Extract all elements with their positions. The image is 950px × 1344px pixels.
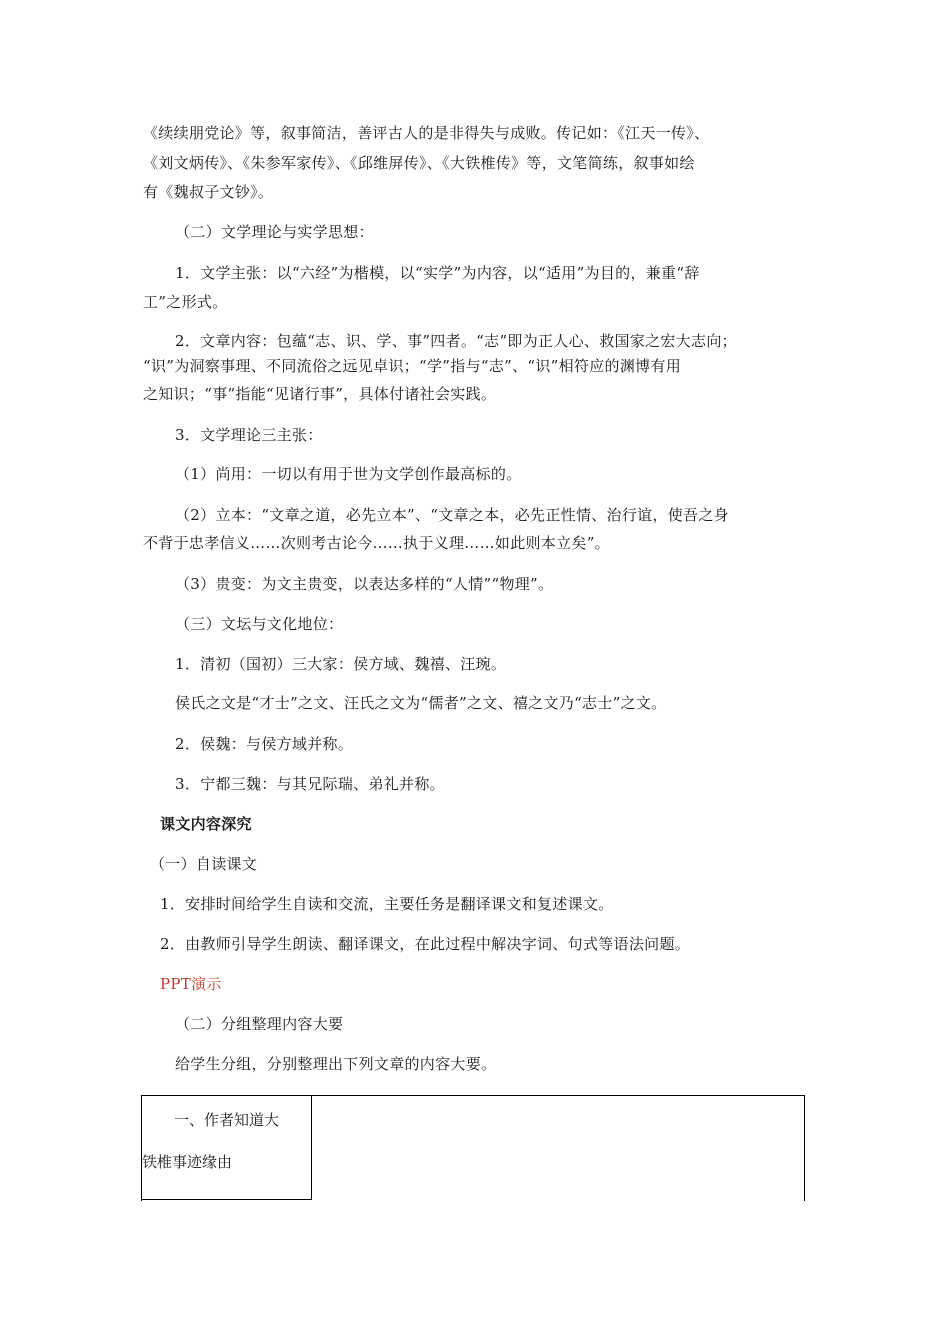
paragraph-line: 给学生分组，分别整理出下列文章的内容大要。 [175, 1055, 497, 1073]
paragraph-line: 《刘文炳传》、《朱参军家传》、《邱维屏传》、《大铁椎传》等，文笔简练，叙事如绘 [143, 154, 695, 172]
paragraph-line: 工”之形式。 [143, 293, 228, 311]
section-heading: （三）文坛与文化地位： [175, 615, 344, 633]
section-heading: （二）文学理论与实学思想： [175, 223, 374, 241]
paragraph-line: 1．安排时间给学生自读和交流，主要任务是翻译课文和复述课文。 [160, 895, 614, 913]
paragraph-line: 侯氏之文是“才士”之文、汪氏之文为“儒者”之文、禧之文乃“志士”之文。 [175, 694, 667, 712]
ppt-demo-label: PPT演示 [160, 975, 222, 993]
paragraph-line: （3）贵变：为文主贵变，以表达多样的“人情”“物理”。 [175, 575, 554, 593]
section-title: 课文内容深究 [160, 815, 252, 833]
paragraph-line: 3．宁都三魏：与其兄际瑞、弟礼并称。 [175, 775, 445, 793]
table-cell [142, 1096, 312, 1200]
paragraph-line: 2．文章内容：包蕴“志、识、学、事”四者。“志”即为正人心、救国家之宏大志向； [175, 332, 737, 350]
paragraph-line: “识”为洞察事理、不同流俗之远见卓识；“学”指与“志”、“识”相符应的渊博有用 [143, 357, 682, 375]
paragraph-line: 不背于忠孝信义……次则考古论今……执于义理……如此则本立矣”。 [143, 534, 610, 552]
paragraph-line: 3．文学理论三主张： [175, 426, 323, 444]
paragraph-line: 《续续朋党论》等，叙事简洁，善评古人的是非得失与成败。传记如：《江天一传》、 [143, 124, 710, 142]
paragraph-line: 之知识；“事”指能“见诸行事”，具体付诸社会实践。 [143, 385, 497, 403]
paragraph-line: 2．由教师引导学生朗读、翻译课文，在此过程中解决字词、句式等语法问题。 [160, 935, 691, 953]
table-cell-line: 一、作者知道大 [174, 1111, 280, 1129]
content-table [141, 1095, 805, 1201]
paragraph-line: （1）尚用：一切以有用于世为文学创作最高标的。 [175, 465, 522, 483]
paragraph-line: 1．清初（国初）三大家：侯方域、魏禧、汪琬。 [175, 655, 507, 673]
paragraph-line: 2．侯魏：与侯方域并称。 [175, 735, 354, 753]
subsection-heading: （一）自读课文 [150, 855, 258, 873]
paragraph-line: 1．文学主张：以“六经”为楷模，以“实学”为内容，以“适用”为目的，兼重“辞 [175, 264, 700, 282]
paragraph-line: （2）立本：“文章之道，必先立本”、“文章之本，必先正性情、治行谊，使吾之身 [175, 506, 729, 524]
subsection-heading: （二）分组整理内容大要 [175, 1015, 344, 1033]
paragraph-line: 有《魏叔子文钞》。 [143, 183, 274, 201]
table-cell-line: 铁椎事迹缘由 [142, 1153, 233, 1171]
